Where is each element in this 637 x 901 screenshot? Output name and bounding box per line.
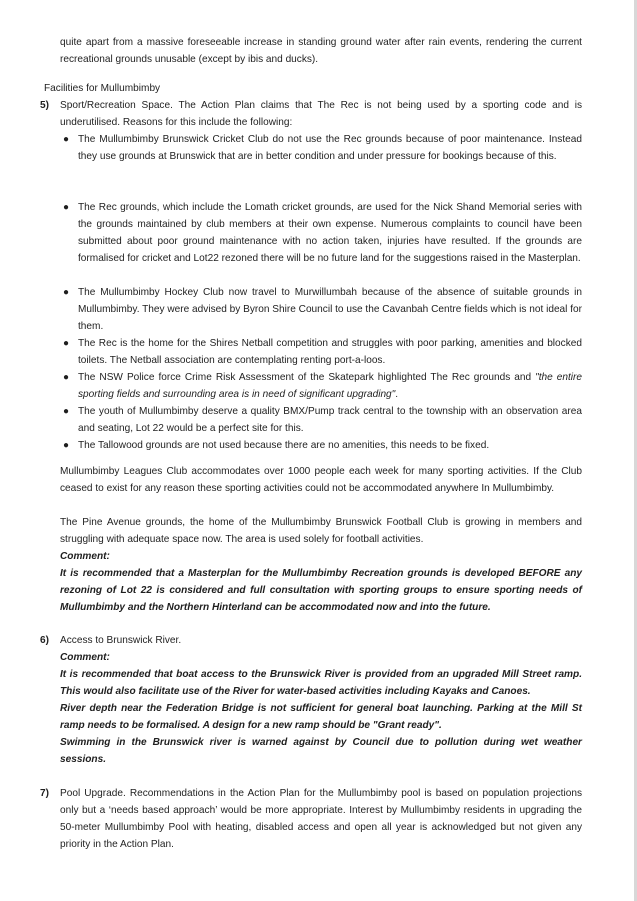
bullet-cricket-club: The Mullumbimby Brunswick Cricket Club do not use the Rec grounds because of poor maintenance. Instead they use grounds at Brunswick that are in better condition and under pressure for bookings because of this. xyxy=(78,134,582,162)
item-5-comment-label: Comment: xyxy=(60,551,110,562)
bullet-bmx-track: The youth of Mullumbimby deserve a quality BMX/Pump track central to the township with an observation area and seating, Lot 22 would be a perfect site for this. xyxy=(78,406,582,434)
item-6-comment-river-depth: River depth near the Federation Bridge is not sufficient for general boat launching. Parking at the Mill St ramp needs to be formalised. A design for a new ramp should be "Grant ready". xyxy=(60,703,582,731)
bullet-netball: The Rec is the home for the Shires Netball competition and struggles with poor parking, amenities and blocked toilets. The Netball association are contemplating renting port-a-loos. xyxy=(78,338,582,366)
police-bullet-text: The NSW Police force Crime Risk Assessment of the Skatepark highlighted The Rec grounds and xyxy=(78,372,536,383)
item-7-number: 7) xyxy=(40,788,49,799)
item-6-text: Access to Brunswick River. xyxy=(60,635,182,646)
bullet-icon: ● xyxy=(63,372,70,383)
bullet-tallowood: The Tallowood grounds are not used because there are no amenities, this needs to be fixed. xyxy=(78,440,490,451)
item-6-comment-boat-access: It is recommended that boat access to the Brunswick River is provided from an upgraded Mill Street ramp. This would also facilitate use of the River for water-based activities including Kayaks and Canoes. xyxy=(60,669,582,697)
item-5-text: Sport/Recreation Space. The Action Plan claims that The Rec is not being used by a sporting code and is underutilised. Reasons for this include the following: xyxy=(60,100,582,128)
bullet-icon: ● xyxy=(63,440,70,451)
bullet-icon: ● xyxy=(63,202,70,213)
item-6-comment-swimming: Swimming in the Brunswick river is warned against by Council due to pollution during wet weather sessions. xyxy=(60,737,582,765)
bullet-rec-grounds: The Rec grounds, which include the Lomath cricket grounds, are used for the Nick Shand Memorial series with the grounds maintained by club members at their own expense. Numerous complaints to council have been submitted about poor ground maintenance with no action taken, injuries have resulted. If the grounds are formalised for cricket and Lot22 rezoned there will be no future land for the suggestions raised in the Masterplan. xyxy=(78,202,582,264)
bullet-icon: ● xyxy=(63,406,70,417)
police-bullet-end: . xyxy=(395,389,399,400)
item-6-comment-label: Comment: xyxy=(60,652,110,663)
pine-avenue-paragraph: The Pine Avenue grounds, the home of the Mullumbimby Brunswick Football Club is growing in members and struggling with adequate space now. The area is used solely for football activities. xyxy=(60,517,582,545)
bullet-icon: ● xyxy=(63,287,70,298)
intro-paragraph: quite apart from a massive foreseeable increase in standing ground water after rain events, rendering the current recreational grounds unusable (except by ibis and ducks). xyxy=(60,37,582,65)
police-bullet-quote: "the entire sporting fields and surrounding area is in need of significant upgrading" xyxy=(78,372,582,400)
item-6-number: 6) xyxy=(40,635,49,646)
item-5-number: 5) xyxy=(40,100,49,111)
bullet-hockey-club: The Mullumbimby Hockey Club now travel to Murwillumbah because of the absence of suitable grounds in Mullumbimby. They were advised by Byron Shire Council to use the Cavanbah Centre fields which is not ideal for them. xyxy=(78,287,583,332)
section-heading: Facilities for Mullumbimby xyxy=(44,83,161,94)
item-7-text: Pool Upgrade. Recommendations in the Action Plan for the Mullumbimby pool is based on population projections only but a ‘needs based approach’ would be more appropriate. Interest by Mullumbimby residents in upgrading the 50-meter Mullumbimby Pool with heating, disabled access and open all year is acknowledged but not given any priority in the Action Plan. xyxy=(60,788,582,850)
item-5-comment-text: It is recommended that a Masterplan for the Mullumbimby Recreation grounds is developed BEFORE any rezoning of Lot 22 is considered and full consultation with sporting groups to ensure sporting needs of Mullumbimby and the Northern Hinterland can be accommodated now and into the future. xyxy=(60,568,582,613)
leagues-club-paragraph: Mullumbimby Leagues Club accommodates over 1000 people each week for many sporting activities. If the Club ceased to exist for any reason these sporting activities could not be accommodated anywhere In Mullumbimby. xyxy=(60,466,582,494)
bullet-icon: ● xyxy=(63,338,70,349)
bullet-police-assessment xyxy=(78,369,582,403)
bullet-icon: ● xyxy=(63,134,70,145)
